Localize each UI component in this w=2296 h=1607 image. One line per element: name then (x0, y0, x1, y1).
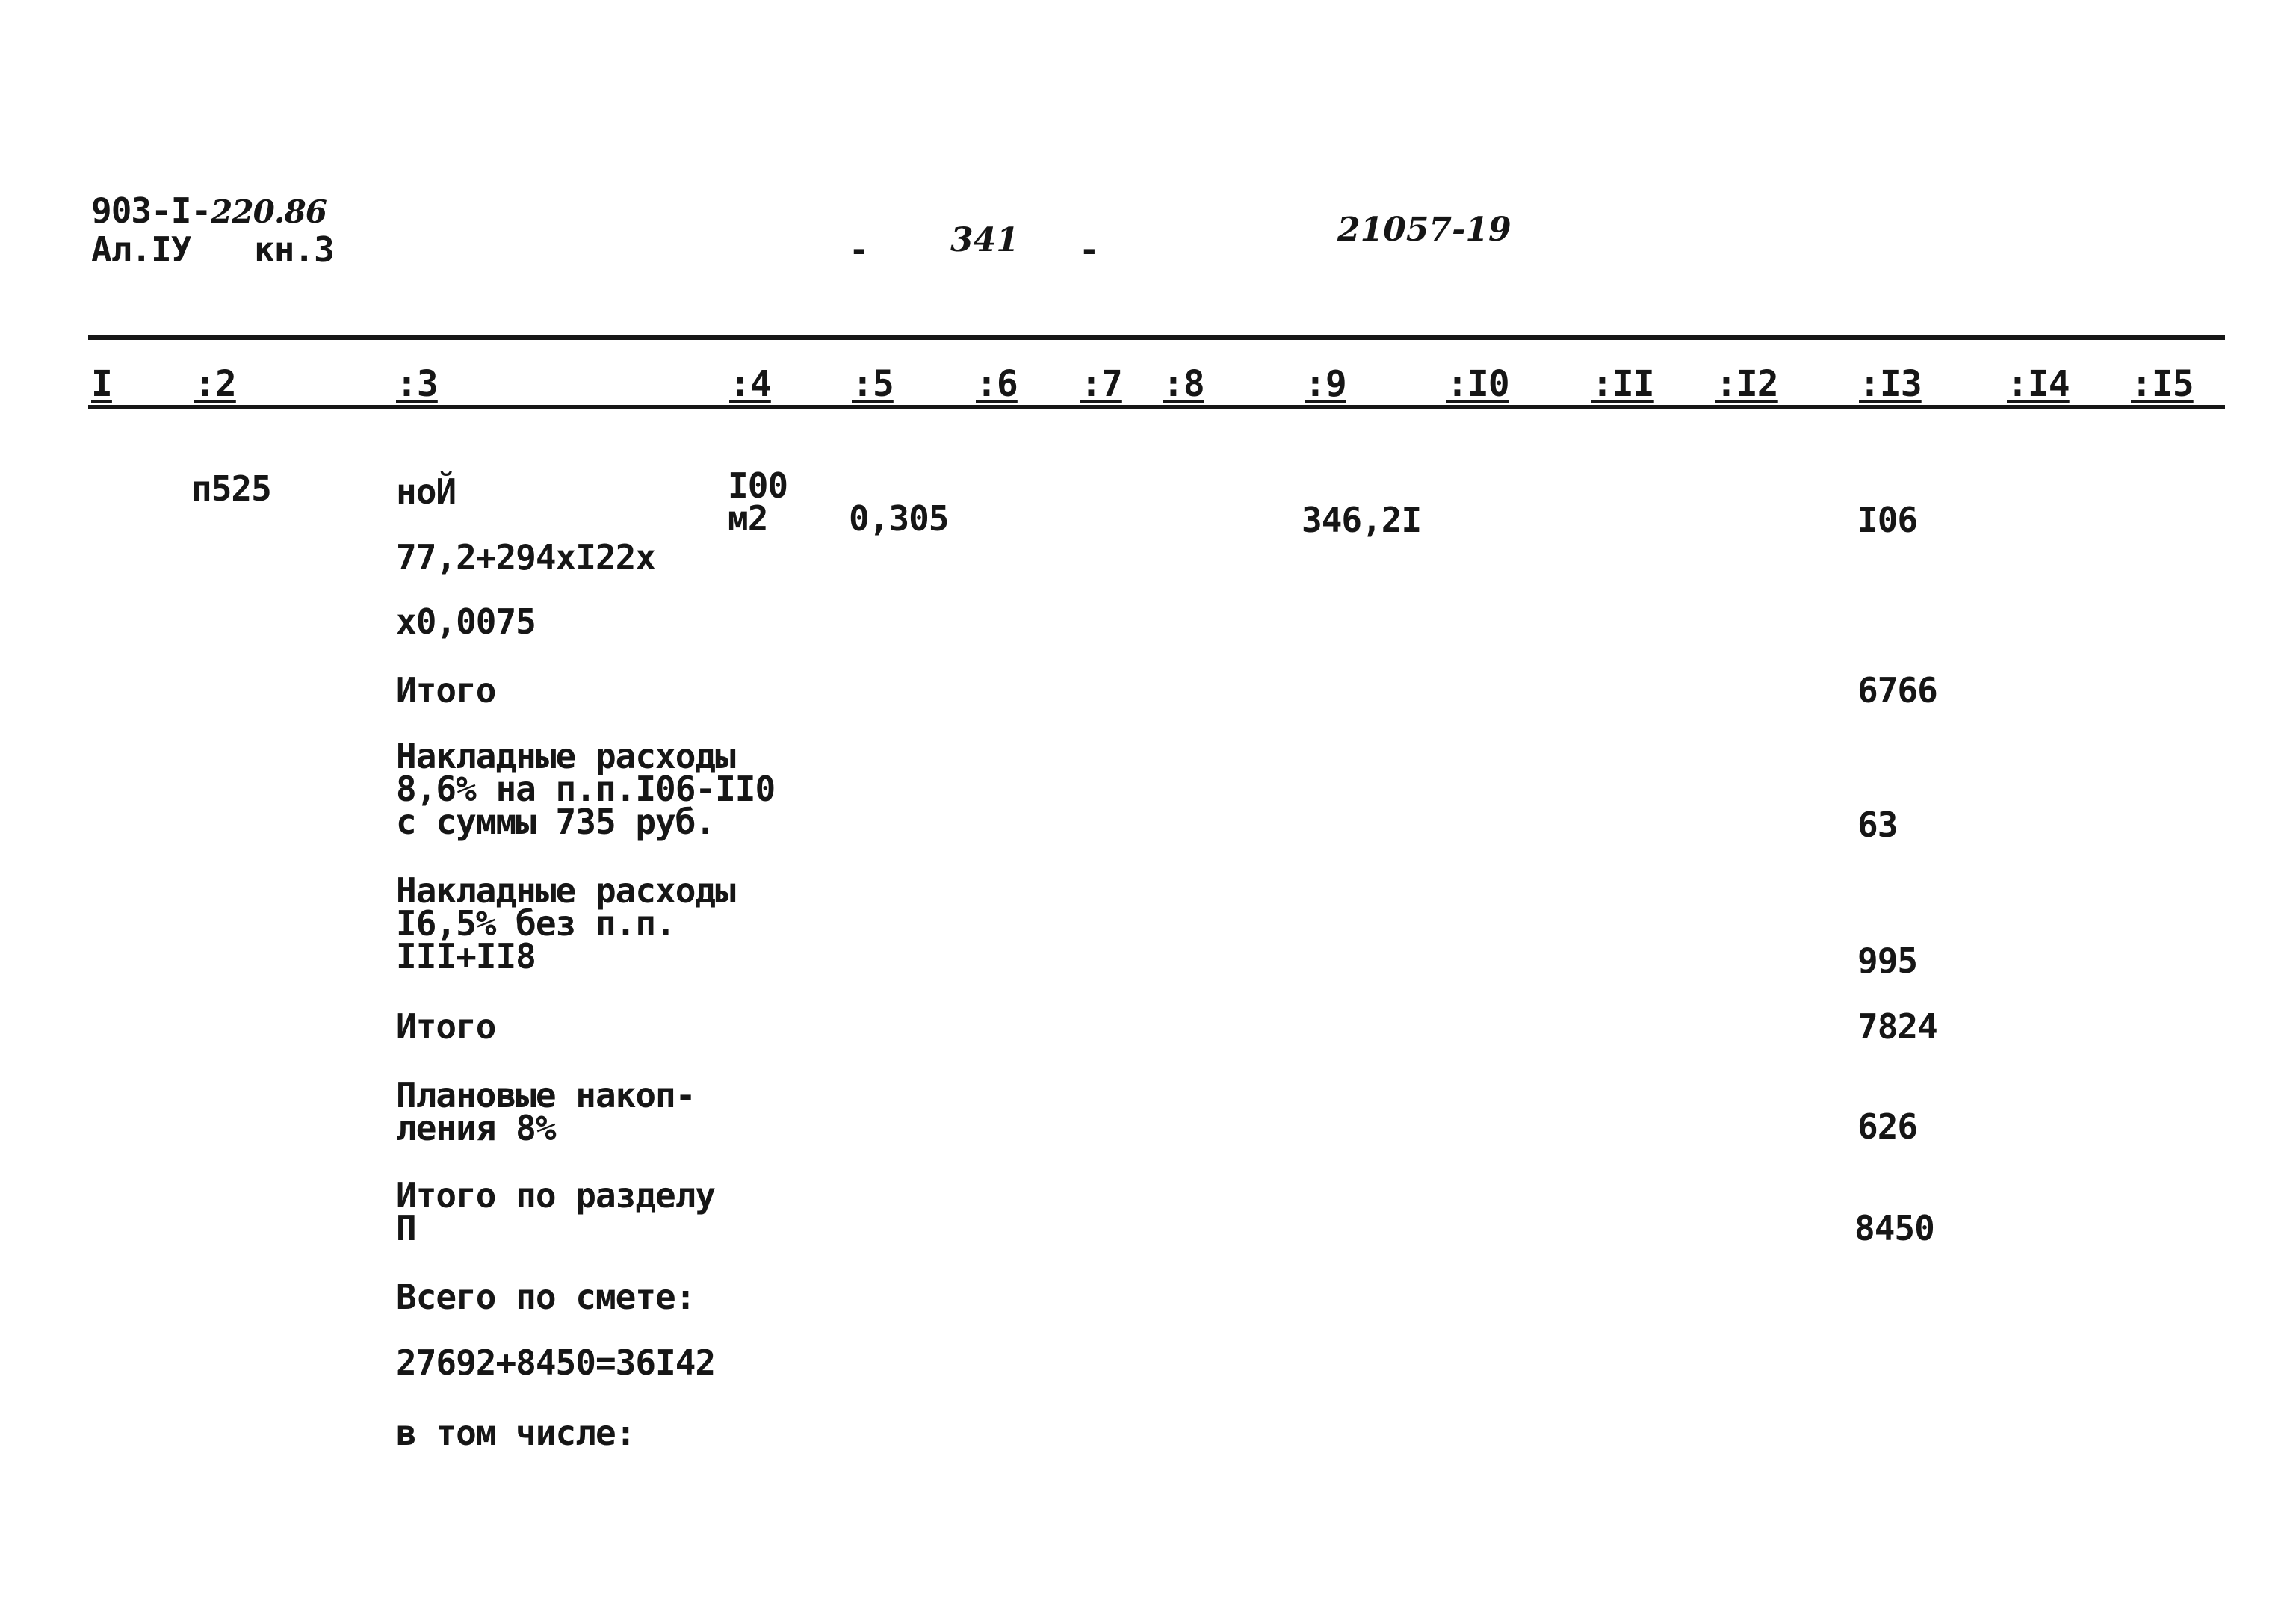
column-header-5: :5 (852, 363, 894, 405)
column-header-3: :3 (396, 363, 438, 405)
column-header-13: :I3 (1859, 363, 1922, 405)
top-rule (88, 335, 2225, 340)
row-label-line-1: Накладные расходы (396, 870, 735, 911)
row-value: 995 (1857, 941, 1918, 981)
row-value: 63 (1857, 805, 1898, 845)
column-header-10: :I0 (1446, 363, 1509, 405)
row-label: Итого (396, 670, 496, 710)
column-header-15: :I5 (2131, 363, 2194, 405)
document-code-handwritten: 220.86 (211, 193, 327, 230)
column-header-7: :7 (1080, 363, 1122, 405)
item-total: I06 (1857, 500, 1918, 540)
column-header-2: :2 (194, 363, 236, 405)
row-label-line-1: Итого по разделу (396, 1175, 716, 1216)
item-name-line-2: 77,2+294хI22х (396, 537, 656, 578)
document-code-prefix: 903-I- (91, 191, 211, 231)
grand-total-label: Всего по смете: (396, 1277, 696, 1317)
row-label-line-3: с суммы 735 руб. (396, 802, 716, 842)
row-label-line-1: Плановые накоп- (396, 1075, 696, 1115)
column-header-12: :I2 (1715, 363, 1778, 405)
including-label: в том числе: (396, 1413, 636, 1453)
row-value: 6766 (1857, 670, 1937, 710)
column-header-9: :9 (1305, 363, 1346, 405)
column-header-14: :I4 (2007, 363, 2070, 405)
page-number: 341 (950, 221, 1019, 259)
column-header-1: I (91, 363, 112, 405)
row-label-line-2: 8,6% на п.п.I06-II0 (396, 769, 776, 809)
book-label: кн.3 (254, 229, 334, 270)
item-price: 346,2I (1302, 500, 1422, 540)
row-label-line-2: I6,5% без п.п. (396, 903, 675, 944)
row-label-line-3: III+II8 (396, 936, 536, 976)
row-label-line-1: Накладные расходы (396, 736, 735, 776)
item-name-line-3: х0,0075 (396, 601, 536, 642)
page-dash-right: - (1079, 229, 1099, 270)
grand-total-formula: 27692+8450=36I42 (396, 1343, 716, 1383)
row-value: 7824 (1857, 1006, 1937, 1047)
row-label-line-2: П (396, 1208, 416, 1248)
header-bottom-rule (88, 405, 2225, 409)
column-header-8: :8 (1163, 363, 1204, 405)
page-dash-left: - (849, 229, 869, 270)
document-code (91, 193, 327, 230)
item-code: п525 (191, 468, 271, 509)
item-unit-line-2: м2 (728, 498, 768, 539)
item-name-line-1: ноЙ (396, 471, 457, 512)
row-label: Итого (396, 1006, 496, 1047)
row-label-line-2: ления 8% (396, 1108, 556, 1148)
column-header-6: :6 (976, 363, 1018, 405)
item-unit-line-1: I00 (728, 465, 788, 506)
sheet-code: 21057-19 (1337, 211, 1511, 249)
column-header-11: :II (1591, 363, 1654, 405)
row-value: 626 (1857, 1106, 1918, 1147)
row-value: 8450 (1854, 1208, 1934, 1248)
album-label: Ал.IУ (91, 229, 191, 270)
column-header-4: :4 (729, 363, 771, 405)
item-quantity: 0,305 (849, 498, 949, 539)
